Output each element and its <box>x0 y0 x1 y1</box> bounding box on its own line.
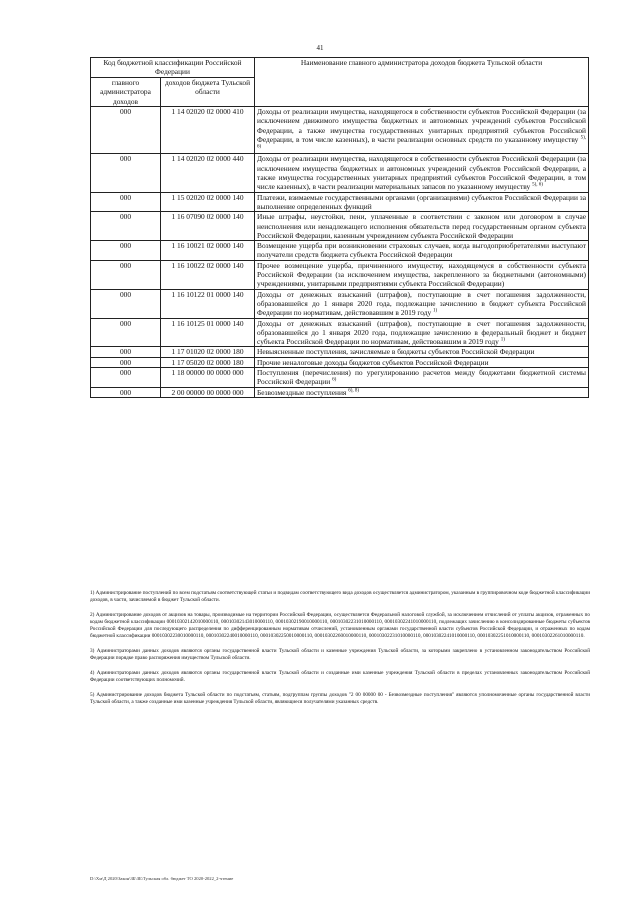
income-code-cell: 1 16 10125 01 0000 140 <box>161 318 255 347</box>
table-row <box>91 260 589 289</box>
income-name-text: Прочее возмещение ущерба, причиненного имуществу, находящемуся в собственности субъекта Российской Федерации (за исключением имущества, закрепленного за бюджетными (автономными) учреждениями, унитарными предприятиями субъекта Российской Федерации) <box>257 260 587 289</box>
admin-code-cell: 000 <box>91 192 161 212</box>
income-name-text: Безвозмездные поступления <box>257 387 347 397</box>
table-row <box>91 289 589 318</box>
income-name-cell <box>255 387 589 397</box>
income-name-text: Доходы от реализации имущества, находящегося в собственности субъектов Российской Федерации (за исключением движимого имущества бюджетных и автономных учреждений субъектов Российской Федерации, а также имущества государственных унитарных предприятий субъектов Российской Федерации, в том числе казенных), в части реализации основных средств по указанному имуществу <box>257 107 587 144</box>
page-number: 41 <box>316 44 324 52</box>
name-column-header: Наименование главного администратора доходов бюджета Тульской области <box>255 58 589 107</box>
income-name-cell <box>255 212 589 241</box>
admin-code-cell: 000 <box>91 368 161 388</box>
income-code-cell: 1 16 07090 02 0000 140 <box>161 212 255 241</box>
admin-code-cell: 000 <box>91 357 161 367</box>
table-row <box>91 212 589 241</box>
income-code-cell: 1 16 10122 01 0000 140 <box>161 289 255 318</box>
footnote: 3) Администраторами данных доходов являются органы государственной власти Тульской области и казенные учреждения Тульской области, за которыми закреплено в установленном законодательством Российской Федерации порядке право распоряжения имуществом Тульской области. <box>90 648 590 661</box>
admin-code-cell: 000 <box>91 212 161 241</box>
footnote-reference: 6) <box>332 377 337 383</box>
footnote-reference: 5), 6) <box>532 182 543 188</box>
footer-file-path: D:\Хм\Д 2020\Закон\ЗБ\ЗБ\Тульская обл. бюджет ТО 2020-2022_2-чтение <box>90 876 234 881</box>
income-name-cell <box>255 192 589 212</box>
footnote-reference: 5), 6) <box>257 135 586 150</box>
admin-code-cell: 000 <box>91 318 161 347</box>
admin-column-header: главного администратора доходов <box>91 78 161 107</box>
table-row <box>91 387 589 397</box>
income-name-cell <box>255 107 589 154</box>
income-name-text: Доходы от денежных взысканий (штрафов), поступающие в счет погашения задолженности, образовавшейся до 1 января 2020 года, подлежащие зачислению в бюджет субъекта Российской Федерации по нормативам, действовавшим в 2019 году <box>257 289 587 318</box>
table-row <box>91 241 589 261</box>
footnote: 2) Администрирование доходов от акцизов на товары, производимые на территории Российской Федерации, осуществляется Федеральной налоговой службой, за исключением отчислений от уплаты акцизов, отраженных по кодам бюджетной классификации 00010302142010000110, 00010302143010000110, 00010302190010000110, 00010302231010000110, 00010302241010000110, подлежащих зачислению в консолидированные бюджеты субъектов Российской Федерации для последующего распределения по дифференцированным нормативам отчислений, установленным органами государственной власти субъектов Российской Федерации, и отраженных по кодам бюджетной классификации 00010302230010000110, 00010302240010000110, 00010302250010000110, 00010302260010000110, 00010302231010000110, 00010302241010000110, 00010302251010000110, 00010302261010000110. <box>90 612 590 639</box>
income-name-cell <box>255 318 589 347</box>
table-row <box>91 192 589 212</box>
admin-code-cell: 000 <box>91 387 161 397</box>
table-row <box>91 357 589 367</box>
income-name-text: Доходы от реализации имущества, находящегося в собственности субъектов Российской Федерации (за исключением имущества бюджетных и автономных учреждений субъектов Российской Федерации, а также имущества государственных унитарных предприятий субъектов Российской Федерации, в том числе казенных), в части реализации материальных запасов по указанному имуществу <box>257 154 587 192</box>
table-row <box>91 318 589 347</box>
income-name-text: Невыясненные поступления, зачисляемые в бюджеты субъектов Российской Федерации <box>257 347 535 357</box>
income-code-cell: 1 14 02020 02 0000 410 <box>161 107 255 154</box>
income-name-text: Поступления (перечисления) по урегулированию расчетов между бюджетами бюджетной системы Российской Федерации <box>257 368 587 387</box>
income-name-cell <box>255 154 589 192</box>
footnote-reference: 6), 8) <box>348 388 360 394</box>
table-header-row <box>91 58 589 78</box>
income-code-cell: 2 00 00000 00 0000 000 <box>161 387 255 397</box>
income-name-cell <box>255 357 589 367</box>
income-name-text: Иные штрафы, неустойки, пени, уплаченные в соответствии с законом или договором в случае неисполнения или ненадлежащего исполнения обязательств перед государственным органом субъекта Российской Федерации, казенным учреждением субъекта Российской Федерации <box>257 212 587 240</box>
income-code-cell: 1 16 10021 02 0000 140 <box>161 241 255 261</box>
admin-code-cell: 000 <box>91 347 161 357</box>
income-administrators-table <box>90 57 589 398</box>
income-name-cell <box>255 260 589 289</box>
table-row <box>91 154 589 192</box>
footnote-reference: 1) <box>500 337 505 343</box>
footnote: 1) Администрирование поступлений по всем подстатьям соответствующей статьи и подвидам соответствующего вида доходов осуществляется администратором, указанным в группировочном коде бюджетной классификации доходов, в части, зачисляемой в бюджет Тульской области. <box>90 590 590 603</box>
income-name-text: Возмещение ущерба при возникновении страховых случаев, когда выгодоприобретателями выступают получатели средств бюджета субъекта Российской Федерации <box>257 241 587 260</box>
footnote: 5) Администрирование доходов бюджета Тульской области по подстатьям, статьям, подгруппам группы доходов "2 00 00000 00 - Безвозмездные поступления" являются уполномоченные органы государственной власти Тульской области, а также созданные ими казенные учреждения Тульской области, являющиеся получателями указанных средств. <box>90 692 590 705</box>
table-body <box>91 107 589 398</box>
admin-code-cell: 000 <box>91 107 161 154</box>
income-name-cell <box>255 347 589 357</box>
income-code-cell: 1 17 05020 02 0000 180 <box>161 357 255 367</box>
income-code-cell: 1 17 01020 02 0000 180 <box>161 347 255 357</box>
income-name-text: Платежи, взимаемые государственными органами (организациями) субъектов Российской Федерации за выполнение определенных функций <box>257 192 587 211</box>
table-row <box>91 368 589 388</box>
code-group-header: Код бюджетной классификации Российской Федерации <box>91 58 255 78</box>
table-row <box>91 107 589 154</box>
income-name-text: Прочие неналоговые доходы бюджетов субъектов Российской Федерации <box>257 357 489 367</box>
footnote-reference: 1) <box>433 308 438 314</box>
footnotes <box>90 590 590 714</box>
income-name-cell <box>255 368 589 388</box>
income-column-header: доходов бюджета Тульской области <box>161 78 255 107</box>
income-code-cell: 1 15 02020 02 0000 140 <box>161 192 255 212</box>
income-name-cell <box>255 289 589 318</box>
admin-code-cell: 000 <box>91 154 161 192</box>
footnote: 4) Администраторами данных доходов являются органы государственной власти Тульской области и созданные ими казенные учреждения Тульской области в пределах установленных законодательством Российской Федерации соответствующих полномочий. <box>90 670 590 683</box>
table-row <box>91 347 589 357</box>
income-name-text: Доходы от денежных взысканий (штрафов), поступающие в счет погашения задолженности, образовавшейся до 1 января 2020 года, подлежащие зачислению в федеральный бюджет и бюджет субъекта Российской Федерации по нормативам, действовавшим в 2019 году <box>257 318 587 347</box>
income-code-cell: 1 18 00000 00 0000 000 <box>161 368 255 388</box>
admin-code-cell: 000 <box>91 260 161 289</box>
income-code-cell: 1 16 10022 02 0000 140 <box>161 260 255 289</box>
admin-code-cell: 000 <box>91 289 161 318</box>
income-code-cell: 1 14 02020 02 0000 440 <box>161 154 255 192</box>
admin-code-cell: 000 <box>91 241 161 261</box>
income-name-cell <box>255 241 589 261</box>
